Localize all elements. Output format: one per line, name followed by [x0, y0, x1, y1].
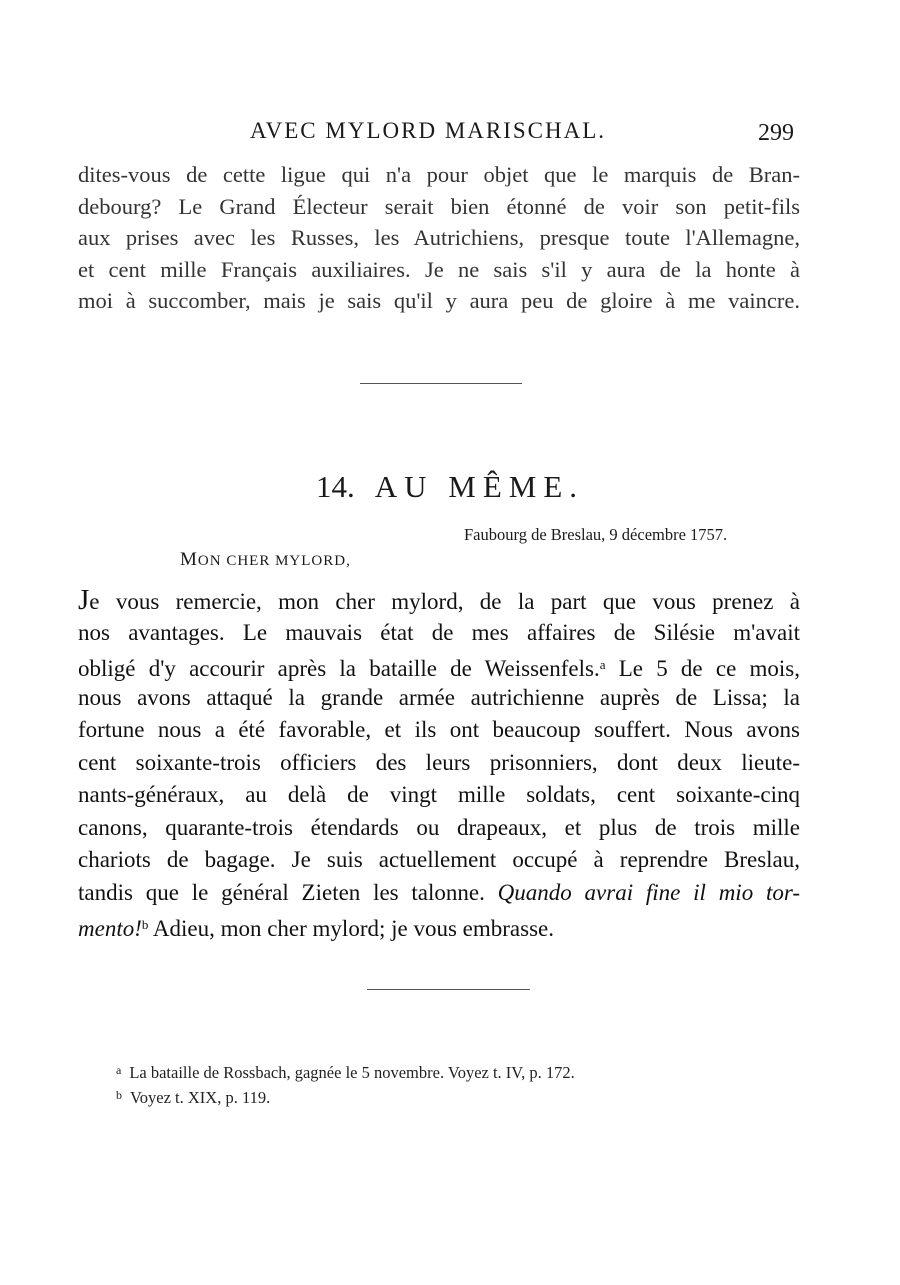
text-line: canons, quarante-trois étendards ou drapeaux, et plus de trois mille: [78, 814, 800, 840]
footnote-ref-a: a: [599, 657, 606, 672]
line-text: obligé d'y accourir après la bataille de Weissenfels.: [78, 656, 600, 681]
footnote-marker: a: [116, 1063, 122, 1077]
text-line: [78, 909, 800, 942]
text-line: [78, 877, 800, 910]
text-line: moi à succomber, mais je sais qu'il y aura peu de gloire à me vaincre.: [78, 288, 800, 313]
page-number: 299: [758, 120, 794, 146]
text-line: fortune nous a été favorable, et ils ont beaucoup souffert. Nous avons: [78, 717, 800, 742]
text-line: [78, 584, 800, 617]
previous-letter-ending: [78, 159, 800, 317]
running-title: AVEC MYLORD MARISCHAL.: [250, 118, 607, 143]
text-line: cent soixante-trois officiers des leurs prisonniers, dont deux lieute-: [78, 749, 800, 775]
letter-number: 14.: [315, 469, 355, 504]
italic-quote: mento!: [78, 916, 142, 941]
section-divider: [360, 383, 522, 384]
line-text: Le 5 de ce mois,: [618, 656, 800, 681]
section-divider: [367, 989, 530, 990]
drop-cap: J: [78, 584, 90, 616]
text-line: nos avantages. Le mauvais état de mes affaires de Silésie m'avait: [78, 619, 800, 645]
footnote-marker: b: [116, 1088, 122, 1102]
line-text: e vous remercie, mon cher mylord, de la part que vous prenez à: [89, 589, 800, 614]
footnotes: [116, 1058, 575, 1108]
salutation: [180, 549, 351, 571]
letter-title: AU MÊME.: [374, 469, 585, 504]
italic-quote: Quando avrai fine il mio tor-: [497, 879, 801, 905]
line-text: tandis que le général Zieten les talonne.: [78, 879, 485, 905]
text-line: et cent mille Français auxiliaires. Je ne sais s'il y aura de la honte à: [78, 256, 800, 282]
text-line: nants-généraux, au delà de vingt mille soldats, cent soixante-cinq: [78, 782, 800, 807]
salutation-initial: M: [180, 549, 198, 570]
text-line: [78, 649, 800, 682]
dateline: Faubourg de Breslau, 9 décembre 1757.: [464, 525, 728, 544]
footnote-b: [116, 1083, 575, 1108]
running-head: [0, 118, 900, 148]
footnote-text: Voyez t. XIX, p. 119.: [130, 1088, 271, 1107]
footnote-text: La bataille de Rossbach, gagnée le 5 novembre. Voyez t. IV, p. 172.: [129, 1063, 575, 1082]
text-line: nous avons attaqué la grande armée autrichienne auprès de Lissa; la: [78, 684, 800, 710]
text-line: debourg? Le Grand Électeur serait bien étonné de voir son petit-fils: [78, 193, 800, 219]
line-text: Adieu, mon cher mylord; je vous embrasse.: [152, 916, 554, 941]
text-line: dites-vous de cette ligue qui n'a pour objet que le marquis de Bran-: [78, 162, 800, 187]
salutation-rest: ON CHER MYLORD,: [197, 553, 351, 569]
text-line: chariots de bagage. Je suis actuellement occupé à reprendre Breslau,: [78, 847, 800, 872]
letter-body: [78, 584, 800, 942]
letter-heading: [0, 469, 900, 505]
text-line: aux prises avec les Russes, les Autrichiens, presque toute l'Allemagne,: [78, 225, 800, 250]
footnote-ref-b: b: [141, 917, 149, 932]
footnote-a: [116, 1058, 575, 1083]
